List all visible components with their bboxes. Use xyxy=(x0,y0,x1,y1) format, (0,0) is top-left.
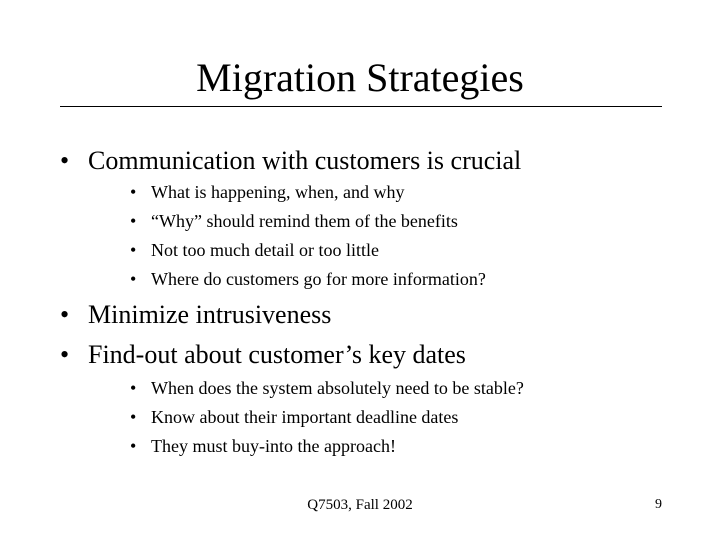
title-divider xyxy=(60,106,662,107)
subbullet-marker: • xyxy=(130,378,137,398)
bullet-text: Minimize intrusiveness xyxy=(88,300,332,329)
slide-footer: Q7503, Fall 2002 xyxy=(307,497,413,513)
subbullet-text: What is happening, when, and why xyxy=(151,182,405,202)
subbullet-marker: • xyxy=(130,436,137,456)
subbullet-text: “Why” should remind them of the benefits xyxy=(151,211,458,231)
subbullet-marker: • xyxy=(130,240,137,260)
bullet-marker: • xyxy=(60,300,70,329)
subbullet-text: When does the system absolutely need to be stable? xyxy=(151,378,524,398)
subbullet-marker: • xyxy=(130,182,137,202)
bullet-marker: • xyxy=(60,146,70,175)
subbullet-text: Not too much detail or too little xyxy=(151,240,379,260)
bullet-text: Find-out about customer’s key dates xyxy=(88,340,466,369)
bullet-marker: • xyxy=(60,340,70,369)
bullet-text: Communication with customers is crucial xyxy=(88,146,522,175)
page-number: 9 xyxy=(655,497,662,512)
subbullet-marker: • xyxy=(130,269,137,289)
subbullet-text: Know about their important deadline dates xyxy=(151,407,459,427)
slide-title: Migration Strategies xyxy=(196,55,524,100)
subbullet-marker: • xyxy=(130,407,137,427)
subbullet-text: Where do customers go for more information? xyxy=(151,269,486,289)
subbullet-marker: • xyxy=(130,211,137,231)
subbullet-text: They must buy-into the approach! xyxy=(151,436,396,456)
